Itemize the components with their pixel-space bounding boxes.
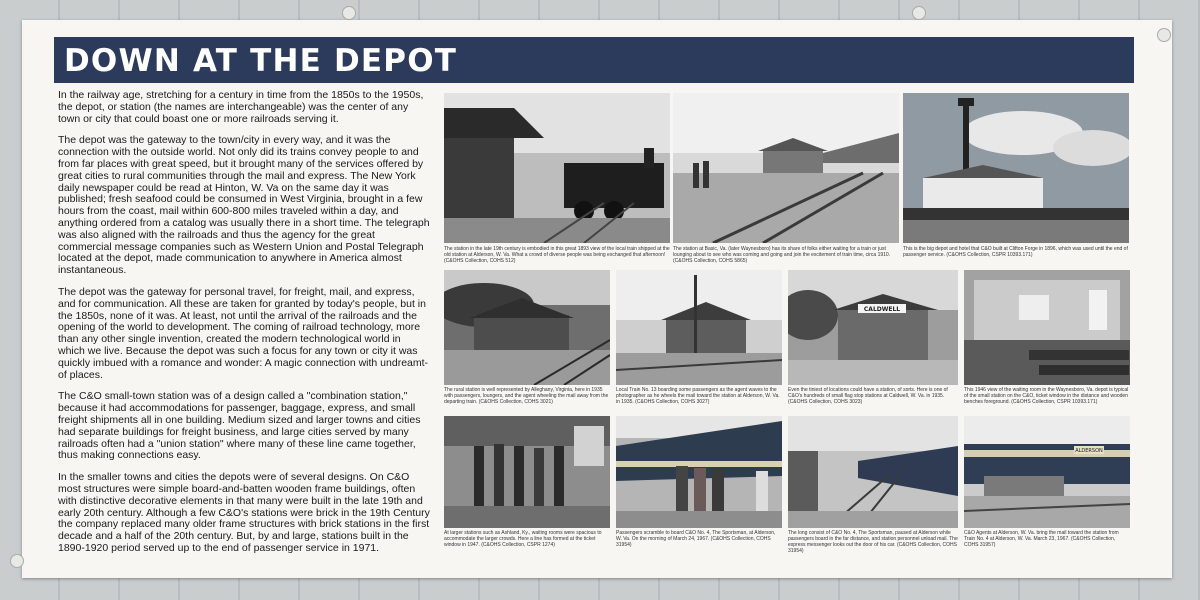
text-column	[58, 90, 430, 565]
paragraph-4: The C&O small-town station was of a design called a "combination station," because it had accommodations for passenger, baggage, express, and small freight shipments all in one building. Medium sized and larger towns and cities had separate buildings for freight business, and large cities served by many railroads often had a "union station" where many of these line came together, thus making connections easy.	[58, 390, 421, 462]
sign-text-caldwell: CALDWELL	[863, 306, 901, 313]
caption-7: This 1946 view of the waiting room in the Waynesboro, Va. depot is typical of the small station on the C&O, ticket window in the distance and wooden benches foreground. (C&OHS Collection, CSPR 10393.171)	[964, 387, 1129, 405]
caption-10: The long consist of C&O No. 4, The Sportsman, paused at Alderson while passengers board in the far distance, and station personnel unload mail. The express messenger looks out the door of his car. (C&OHS Collection, COHS 31954)	[788, 530, 958, 554]
paragraph-5: In the smaller towns and cities the depots were of several designs. On C&O most structures were simple board-and-batten wooden frame buildings, often with distinctive decorative elements in that many were built in the late 19th and early 20th century. Although a few C&O's stations were brick in the 19th Century the company replaced many older frame structures with brick stations in the first decade and a half of the 20th century. But, by and large, stations built in the 1890-1920 period served up to the end of passenger service in 1971.	[58, 471, 430, 554]
photo-sportsman-boarding	[616, 416, 782, 528]
panel-title: DOWN AT THE DEPOT	[64, 43, 458, 79]
photo-sportsman-consist	[788, 416, 958, 528]
photo-alderson-1935	[616, 270, 782, 385]
photo-alleghany-1935	[444, 270, 610, 385]
caption-6: Even the tiniest of locations could have a station, of sorts. Here is one of C&O's hundreds of small flag stop stations at Caldwell, W. Va. in 1935. (C&OHS Collection, COHS 3023)	[788, 387, 948, 405]
photo-basic-1910	[673, 93, 899, 243]
paragraph-1: In the railway age, stretching for a century in time from the 1850s to the 1950s, the depot, or station (the names are interchangeable) was the center of any town or city that could boast one or more railroads serving it.	[58, 89, 424, 125]
mounting-screw-top-left	[342, 6, 356, 20]
mounting-screw-right	[1157, 28, 1171, 42]
paragraph-3: The depot was the gateway for personal travel, for freight, mail, and express, and for communication. All these are taken for granted by today's people, but in the 1850s, none of it was. At least, not until the arrival of the railroads and the opening of the world to development. The coming of railroad technology, more than any other single invention, created the modern technological world in which we live. Because the depot was such a focus for any town or city it was quickly imbued with a romance and wonder: A magic connection with undreamt-of places.	[58, 285, 429, 381]
caption-9: Passengers scramble to board C&O No. 4, The Sportsman, at Alderson, W. Va. On the morning of March 24, 1967. (C&OHS Collection, COHS 31954)	[616, 530, 776, 548]
caption-2: The station at Basic, Va. (later Waynesboro) has its share of folks either waiting for a train or just lounging about to see who was coming and going and join the excitement of train time, circa 1910. (C&OHS Collection, COHS 5865)	[673, 246, 891, 264]
caption-3: This is the big depot and hotel that C&O built at Clifton Forge in 1896, which was used until the end of passenger service. (C&OHS Collection, CSPR 10393.171)	[903, 246, 1128, 258]
photo-ashland-waiting-room	[444, 416, 610, 528]
caption-1: The station in the late 19th century is embodied in this great 1893 view of the local train shipped at the old station at Alderson, W. Va. What a crowd of diverse people was being exchanged that afternoon! (C&OHS Collection, COHS 512)	[444, 246, 670, 264]
photo-clifton-forge	[903, 93, 1129, 243]
caption-11: C&O Agents at Alderson, W. Va. bring the mail toward the station from Train No. 4 at Alderson, W. Va. March 23, 1967. (C&OHS Collection, COHS 31957)	[964, 530, 1119, 548]
caption-5: Local Train No. 13 boarding some passengers as the agent waves to the photographer as he wheels the mail toward the station at Alderson, W. Va. in 1935. (C&OHS Collection, COHS 3027)	[616, 387, 780, 405]
title-banner	[54, 37, 1134, 83]
sign-text-alderson: ALDERSON	[1075, 448, 1103, 454]
mounting-screw-top-right	[912, 6, 926, 20]
paragraph-2: The depot was the gateway to the town/city in every way, and it was the connection with the outside world. Not only did its trains convey people to and from far places with great speed, but it brought many of the services offered by great cities to rural communities through the mail and express. The New York daily newspaper could be read at Hinton, W. Va on the same day it was published; fresh seafood could be consumed in West Virginia, brought in a few hours from the coast, mail within 600-800 miles traveled within a day, and anything ordered from a catalog was usually there in a short time. The telegraph was also aligned with the railroads and thus the agency for the great commercial message companies such as Western Union and Postal Telegraph located at the depot, made communication to anywhere in America almost instantaneous.	[58, 134, 430, 277]
exhibit-panel	[22, 20, 1172, 578]
caption-4: The rural station is well represented by Alleghany, Virginia, here in 1935 with passengers, loungers, and the agent wheeling the mail away from the departing train. (C&OHS Collection, COHS 3021)	[444, 387, 609, 405]
photo-waynesboro-waiting-room	[964, 270, 1130, 385]
photo-alderson-1893	[444, 93, 670, 243]
caption-8: At larger stations such as Ashland, Ky., waiting rooms were spacious to accommodate the larger crowds. Here a line has formed at the ticket window in 1947. (C&OHS Collection, CSPR 1274)	[444, 530, 602, 548]
photo-agents-mail-1967	[964, 416, 1130, 528]
mounting-screw-left	[10, 554, 24, 568]
photo-caldwell-1935	[788, 270, 958, 385]
